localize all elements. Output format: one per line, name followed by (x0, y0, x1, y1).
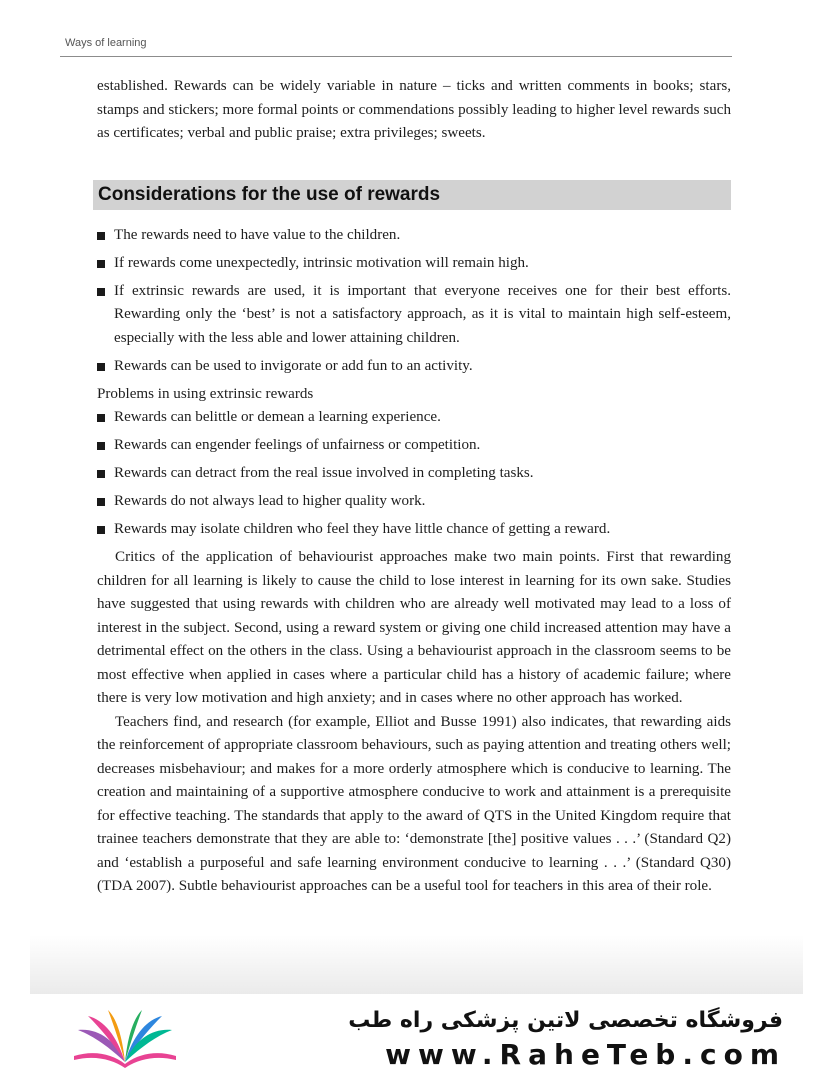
list-item (97, 355, 731, 379)
square-bullet-icon (97, 526, 105, 534)
store-url: www.RaheTeb.com (385, 1038, 786, 1071)
square-bullet-icon (97, 442, 105, 450)
list-item (97, 434, 731, 458)
intro-paragraph: established. Rewards can be widely variable in nature – ticks and written comments in books; stars, stamps and stickers; more formal points or commendations possibly leading to higher level rewards such as certificates; verbal and public praise; extra privileges; sweets. (97, 78, 731, 141)
list-item-text: Rewards can detract from the real issue involved in completing tasks. (114, 465, 534, 481)
page-body (97, 75, 731, 899)
header-rule (60, 56, 732, 57)
list-item (97, 280, 731, 351)
list-item-text: Rewards can engender feelings of unfairness or competition. (114, 437, 481, 453)
list-item-text: If extrinsic rewards are used, it is important that everyone receives one for their best efforts. Rewarding only the ‘best’ is not a satisfactory approach, as it is vital to maintain high self-esteem, especially with the less able and lower attaining children. (114, 282, 731, 346)
square-bullet-icon (97, 363, 105, 371)
list-item (97, 462, 731, 486)
running-head: Ways of learning (65, 37, 147, 49)
body-paragraph: Critics of the application of behaviourist approaches make two main points. First that rewarding children for all learning is likely to cause the child to lose interest in learning for its own sake. Studies have suggested that using rewards with children who are already well motivated may lead to a loss of interest in the subject. Second, using a reward system or giving one child increased attention may have a detrimental effect on the others in the class. Using a behaviourist approach in the classroom seems to be most effective when applied in cases where a particular child has a history of academic failure; where there is very low motivation and high anxiety; and in cases where no other approach has worked. (97, 549, 731, 706)
list-item-text: Rewards do not always lead to higher quality work. (114, 493, 426, 509)
footer-fade (30, 935, 803, 995)
body-paragraph: Teachers find, and research (for example, Elliot and Busse 1991) also indicates, that rewarding aids the reinforcement of appropriate classroom behaviours, such as paying attention and treating others well; decreases misbehaviour; and makes for a more orderly atmosphere which is conducive to learning. The creation and maintaining of a supportive atmosphere conducive to work and attainment is a prerequisite for effective teaching. The standards that apply to the award of QTS in the United Kingdom require that trainee teachers demonstrate that they are able to: ‘demonstrate [the] positive values . . .’ (Standard Q2) and ‘establish a purposeful and safe learning environment conducive to learning . . .’ (Standard Q30) (TDA 2007). Subtle behaviourist approaches can be a useful tool for teachers in this area of their role. (97, 713, 731, 894)
square-bullet-icon (97, 288, 105, 296)
list-item (97, 224, 731, 248)
square-bullet-icon (97, 470, 105, 478)
list-item (97, 518, 731, 542)
list-item (97, 252, 731, 276)
list-item-text: The rewards need to have value to the children. (114, 226, 401, 243)
square-bullet-icon (97, 260, 105, 268)
square-bullet-icon (97, 414, 105, 422)
list-item-text: Rewards may isolate children who feel they have little chance of getting a reward. (114, 521, 611, 537)
list-item (97, 490, 731, 514)
list-item (97, 406, 731, 430)
square-bullet-icon (97, 498, 105, 506)
section-heading: Considerations for the use of rewards (93, 180, 731, 210)
problems-subheading: Problems in using extrinsic rewards (97, 385, 314, 402)
store-name: فروشگاه تخصصی لاتین پزشکی راه طب (348, 1008, 783, 1033)
considerations-list (97, 224, 731, 379)
watermark-footer (0, 994, 833, 1080)
square-bullet-icon (97, 232, 105, 240)
problems-list (97, 406, 731, 542)
list-item-text: If rewards come unexpectedly, intrinsic motivation will remain high. (114, 254, 529, 271)
list-item-text: Rewards can be used to invigorate or add fun to an activity. (114, 357, 473, 374)
list-item-text: Rewards can belittle or demean a learning experience. (114, 409, 441, 425)
